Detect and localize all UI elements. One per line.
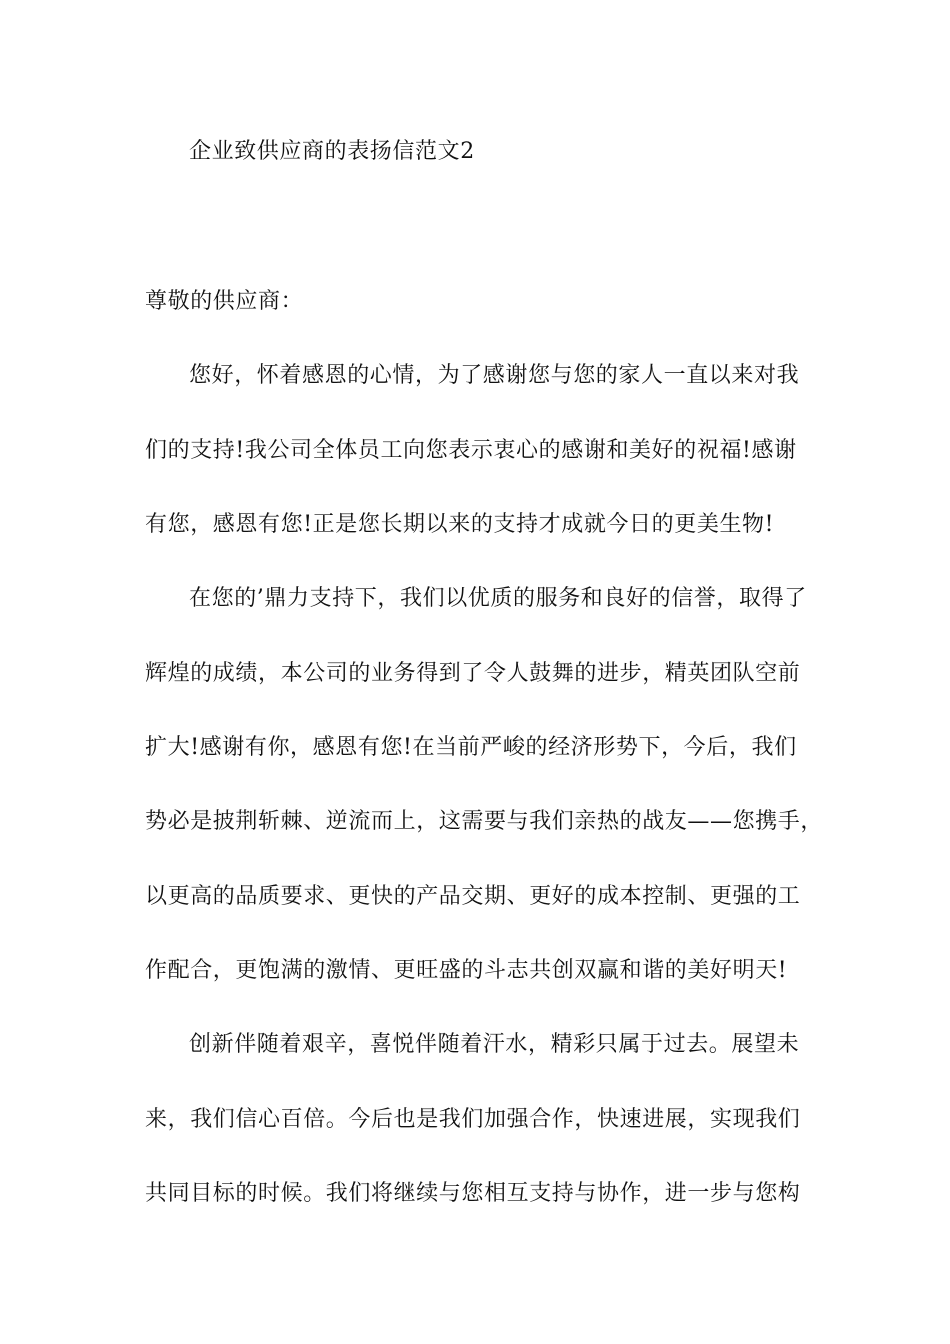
document-title: 企业致供应商的表扬信范文2 [189, 139, 475, 164]
paragraph-line: 作配合，更饱满的激情、更旺盛的斗志共创双赢和谐的美好明天! [145, 958, 788, 983]
paragraph-line: 在您的’鼎力支持下，我们以优质的服务和良好的信誉，取得了 [189, 586, 807, 611]
paragraph-line: 扩大!感谢有你，感恩有您!在当前严峻的经济形势下，今后，我们 [145, 735, 797, 760]
salutation: 尊敬的供应商： [145, 289, 304, 314]
paragraph-line: 们的支持!我公司全体员工向您表示衷心的感谢和美好的祝福!感谢 [145, 438, 797, 463]
paragraph-line: 辉煌的成绩，本公司的业务得到了令人鼓舞的进步，精英团队空前 [145, 661, 801, 686]
paragraph-line: 以更高的品质要求、更快的产品交期、更好的成本控制、更强的工 [145, 884, 801, 909]
paragraph-line: 有您，感恩有您!正是您长期以来的支持才成就今日的更美生物! [145, 512, 775, 537]
paragraph-line: 势必是披荆斩棘、逆流而上，这需要与我们亲热的战友——您携手， [145, 809, 824, 834]
paragraph-line: 您好，怀着感恩的心情，为了感谢您与您的家人一直以来对我 [189, 363, 800, 388]
paragraph-line: 创新伴随着艰辛，喜悦伴随着汗水，精彩只属于过去。展望未 [189, 1032, 800, 1057]
paragraph-line: 共同目标的时候。我们将继续与您相互支持与协作，进一步与您构 [145, 1181, 801, 1206]
paragraph-line: 来，我们信心百倍。今后也是我们加强合作，快速进展，实现我们 [145, 1107, 801, 1132]
